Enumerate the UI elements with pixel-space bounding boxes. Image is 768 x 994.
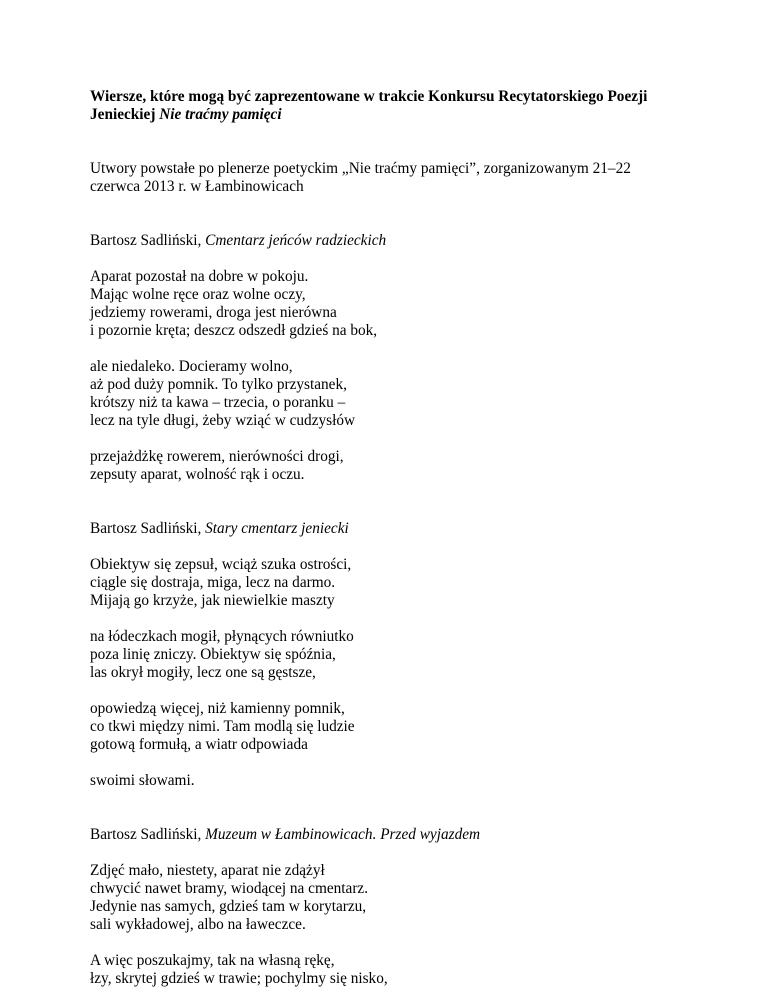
poem-line: Mając wolne ręce oraz wolne oczy, [90, 286, 306, 303]
title-line-2 [90, 106, 710, 124]
poem-line: Mijają go krzyże, jak niewielkie maszty [90, 592, 335, 609]
poem-line: Obiektyw się zepsuł, wciąż szuka ostrości, [90, 556, 352, 573]
poem-3 [90, 826, 710, 988]
intro-line-2: czerwca 2013 r. w Łambinowicach [90, 178, 304, 195]
poem-line: A więc poszukajmy, tak na własną rękę, [90, 952, 335, 969]
poem-line: opowiedzą więcej, niż kamienny pomnik, [90, 700, 345, 717]
stanza [90, 862, 710, 934]
poem-line: jedziemy rowerami, droga jest nierówna [90, 304, 337, 321]
intro-line-1: Utwory powstałe po plenerze poetyckim „Nie traćmy pamięci”, zorganizowanym 21–22 [90, 160, 631, 177]
document-title [90, 88, 710, 124]
poem-heading [90, 232, 710, 250]
poem-line: krótszy niż ta kawa – trzecia, o poranku – [90, 394, 346, 411]
poem-author: Bartosz Sadliński, [90, 826, 206, 843]
poem-line: Zdjęć mało, niestety, aparat nie zdążył [90, 862, 325, 879]
title-line-2-plain: Jenieckiej [90, 106, 160, 123]
intro-paragraph [90, 160, 710, 196]
stanza [90, 628, 710, 682]
poem-line: łzy, skrytej gdzieś w trawie; pochylmy się nisko, [90, 970, 388, 987]
poem-line: chwycić nawet bramy, wiodącej na cmentarz. [90, 880, 369, 897]
stanza [90, 952, 710, 988]
poem-line: i pozornie kręta; deszcz odszedł gdzieś na bok, [90, 322, 378, 339]
poem-line: poza linię zniczy. Obiektyw się spóźnia, [90, 646, 336, 663]
poem-line: ale niedaleko. Docieramy wolno, [90, 358, 293, 375]
poem-heading [90, 826, 710, 844]
poem-title: Stary cmentarz jeniecki [205, 520, 349, 537]
stanza [90, 448, 710, 484]
stanza [90, 268, 710, 340]
poem-line: co tkwi między nimi. Tam modlą się ludzie [90, 718, 355, 735]
stanza [90, 358, 710, 430]
poem-line: aż pod duży pomnik. To tylko przystanek, [90, 376, 347, 393]
stanza [90, 772, 710, 790]
poem-line: zepsuty aparat, wolność rąk i oczu. [90, 466, 305, 483]
poem-line: las okrył mogiły, lecz one są gęstsze, [90, 664, 316, 681]
poem-author: Bartosz Sadliński, [90, 232, 206, 249]
poem-line: przejażdżkę rowerem, nierówności drogi, [90, 448, 344, 465]
poem-line: ciągle się dostraja, miga, lecz na darmo. [90, 574, 336, 591]
poem-line: gotową formułą, a wiatr odpowiada [90, 736, 308, 753]
title-line-1: Wiersze, które mogą być zaprezentowane w trakcie Konkursu Recytatorskiego Poezji [90, 88, 648, 105]
poem-author: Bartosz Sadliński, [90, 520, 206, 537]
stanza [90, 700, 710, 754]
poem-line: lecz na tyle długi, żeby wziąć w cudzysłów [90, 412, 356, 429]
poem-title: Muzeum w Łambinowicach. Przed wyjazdem [205, 826, 481, 843]
poem-line: sali wykładowej, albo na ławeczce. [90, 916, 306, 933]
poem-title: Cmentarz jeńców radzieckich [205, 232, 387, 249]
poem-line: Jedynie nas samych, gdzieś tam w korytarzu, [90, 898, 367, 915]
stanza [90, 556, 710, 610]
poem-line: swoimi słowami. [90, 772, 195, 789]
poem-2 [90, 520, 710, 790]
title-line-2-italic: Nie traćmy pamięci [159, 106, 282, 123]
poem-line: Aparat pozostał na dobre w pokoju. [90, 268, 309, 285]
poem-heading [90, 520, 710, 538]
poem-line: na łódeczkach mogił, płynących równiutko [90, 628, 354, 645]
document-page [90, 88, 710, 988]
poem-1 [90, 232, 710, 484]
